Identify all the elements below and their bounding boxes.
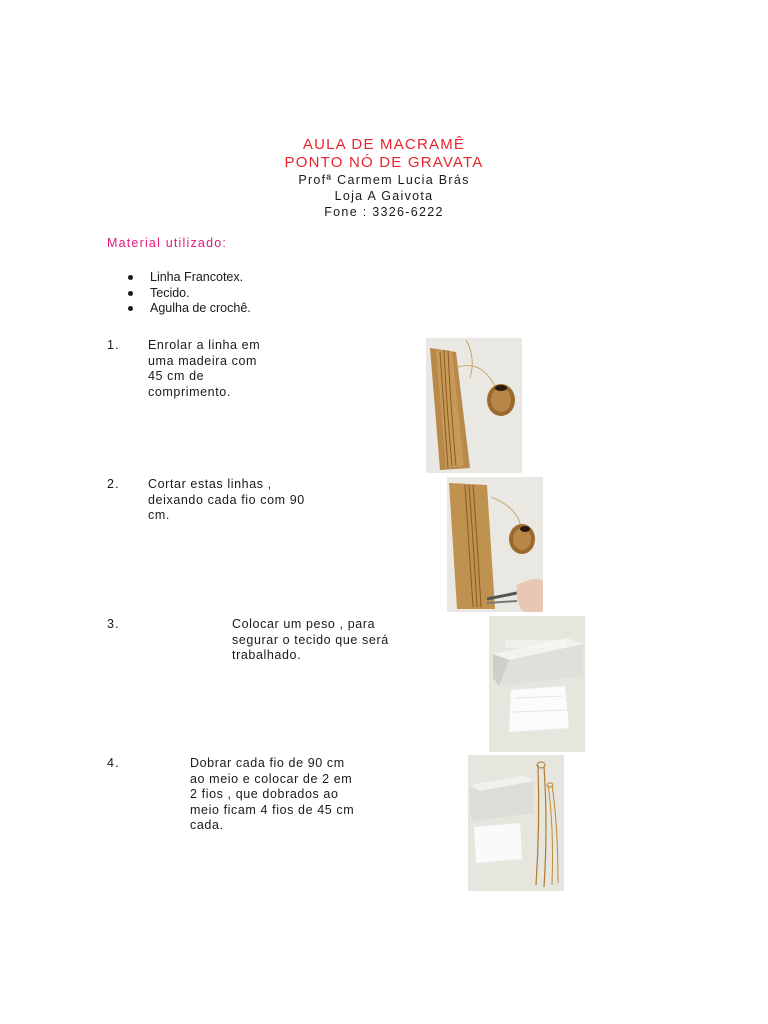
material-list	[128, 270, 251, 317]
step-3-photo	[489, 616, 585, 752]
material-label: Material utilizado:	[107, 236, 228, 250]
phone-number: Fone : 3326-6222	[324, 205, 444, 219]
step-4-photo	[468, 755, 564, 891]
step-1-number: 1.	[107, 338, 120, 352]
document-header	[0, 136, 768, 220]
list-item: Agulha de crochê.	[128, 301, 251, 317]
bullet-icon	[128, 291, 133, 296]
bullet-icon	[128, 306, 133, 311]
step-2-photo	[447, 477, 543, 612]
bullet-icon	[128, 275, 133, 280]
step-1-photo	[426, 338, 522, 473]
step-3-number: 3.	[107, 617, 120, 631]
store-name: Loja A Gaivota	[334, 189, 434, 203]
list-item: Linha Francotex.	[128, 270, 251, 286]
step-3-text: Colocar um peso , para segurar o tecido que será trabalhado.	[232, 617, 389, 662]
title-line-1: AULA DE MACRAMÊ	[302, 136, 466, 153]
step-4-text: Dobrar cada fio de 90 cm ao meio e colocar de 2 em 2 fios , que dobrados ao meio ficam 4 fios de 45 cm cada.	[190, 756, 355, 832]
step-1-text: Enrolar a linha em uma madeira com 45 cm de comprimento.	[148, 338, 261, 399]
title-line-2: PONTO NÓ DE GRAVATA	[284, 154, 484, 171]
list-item: Tecido.	[128, 286, 251, 302]
step-4-number: 4.	[107, 756, 120, 770]
teacher-name: Profª Carmem Lucia Brás	[298, 173, 470, 187]
step-2-text: Cortar estas linhas , deixando cada fio com 90 cm.	[148, 477, 305, 522]
step-2-number: 2.	[107, 477, 120, 491]
